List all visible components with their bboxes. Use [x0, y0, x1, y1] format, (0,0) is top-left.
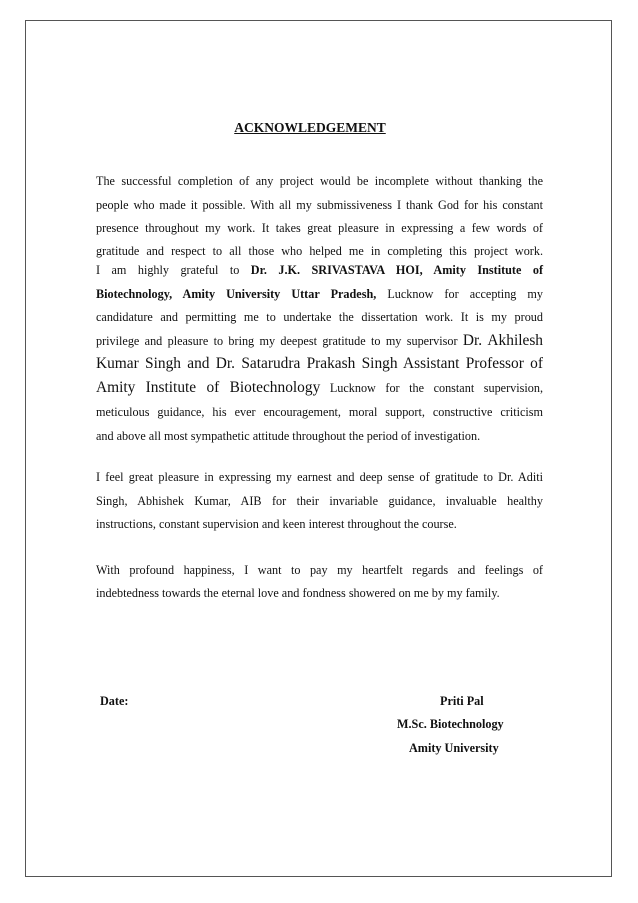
author-name: Priti Pal [440, 694, 484, 708]
line-text: I am highly grateful to [96, 263, 240, 277]
paragraph-line: With profound happiness, I want to pay my heartfelt regards and feelings of [96, 563, 543, 577]
paragraph-line: presence throughout my work. It takes great pleasure in expressing a few words of [96, 221, 543, 235]
line-text: Lucknow for the constant supervision, [329, 381, 543, 395]
paragraph-line [96, 333, 543, 349]
paragraph-line: gratitude and respect to all those who helped me in completing this project work. [96, 244, 543, 258]
author-degree: M.Sc. Biotechnology [397, 717, 504, 731]
author-university: Amity University [409, 741, 499, 755]
line-text: privilege and pleasure to bring my deepest gratitude to my supervisor [96, 334, 458, 348]
paragraph-line: people who made it possible. With all my submissiveness I thank God for his constant [96, 198, 543, 212]
supervisor-name: Dr. Akhilesh [462, 332, 544, 349]
institute-text: Amity Institute of Biotechnology [96, 379, 321, 396]
paragraph-line: and above all most sympathetic attitude throughout the period of investigation. [96, 429, 481, 443]
paragraph-line: instructions, constant supervision and keen interest throughout the course. [96, 517, 457, 531]
hod-name: Dr. J.K. SRIVASTAVA HOI, Amity Institute of [250, 263, 544, 277]
paragraph-line: candidature and permitting me to undertake the dissertation work. It is my proud [96, 310, 543, 324]
paragraph-line: Kumar Singh and Dr. Satarudra Prakash Singh Assistant Professor of [96, 355, 543, 372]
paragraph-line [96, 262, 543, 278]
date-label: Date: [100, 694, 129, 708]
paragraph-line: indebtedness towards the eternal love and fondness showered on me by my family. [96, 586, 500, 600]
paragraph-line: The successful completion of any project would be incomplete without thanking the [96, 174, 543, 188]
paragraph-line [96, 286, 543, 302]
paragraph-line [96, 380, 543, 396]
page-border [25, 20, 612, 877]
paragraph-line: Singh, Abhishek Kumar, AIB for their invariable guidance, invaluable healthy [96, 494, 543, 508]
paragraph-line: I feel great pleasure in expressing my earnest and deep sense of gratitude to Dr. Aditi [96, 470, 543, 484]
line-text: Lucknow for accepting my [387, 287, 544, 301]
page-title: ACKNOWLEDGEMENT [234, 120, 386, 135]
institute-name: Biotechnology, Amity University Uttar Pradesh, [96, 287, 377, 301]
paragraph-line: meticulous guidance, his ever encouragement, moral support, constructive criticism [96, 405, 543, 419]
